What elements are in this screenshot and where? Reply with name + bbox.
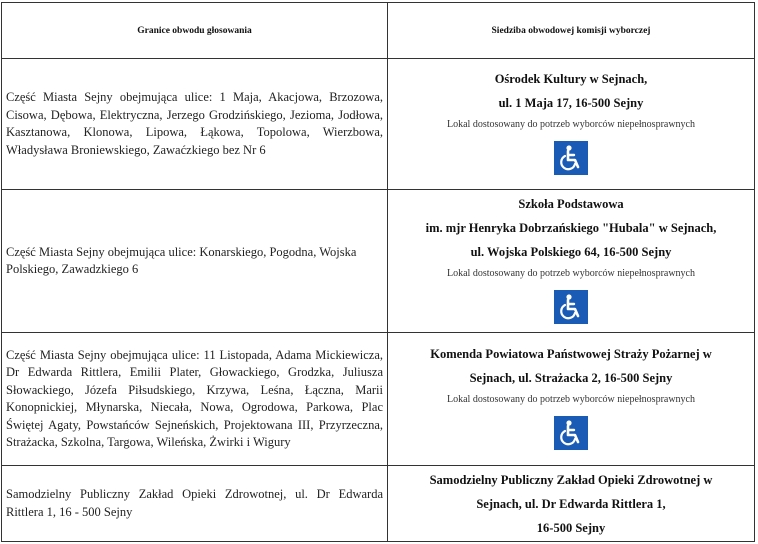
accessibility-note: Lokal dostosowany do potrzeb wyborców niepełnosprawnych bbox=[447, 119, 695, 130]
wheelchair-icon bbox=[554, 416, 588, 450]
seat-line: ul. 1 Maja 17, 16-500 Sejny bbox=[498, 96, 644, 110]
seat-line: 16-500 Sejny bbox=[536, 520, 606, 535]
seat-line: im. mjr Henryka Dobrzańskiego "Hubala" w Sejnach, bbox=[425, 221, 717, 235]
commission-seat bbox=[388, 59, 755, 190]
district-boundaries: Część Miasta Sejny obejmująca ulice: 11 Listopada, Adama Mickiewicza, Dr Edwarda Rittlera, Emilii Plater, Głowackiego, Grodzka, Juliusza Słowackiego, Józefa Piłsudskiego, Krzywa, Leśna, Łączna, Marii Konopnickiej, Młynarska, Niecała, Nowa, Ogrodowa, Parkowa, Plac Świętej Agaty, Powstańców Sejneńskich, Projektowana III, Przyrzeczna, Strażacka, Szkolna, Targowa, Wileńska, Żwirki i Wigury bbox=[2, 333, 388, 466]
seat-line: Sejnach, ul. Dr Edwarda Rittlera 1, bbox=[476, 496, 666, 511]
seat-line: Samodzielny Publiczny Zakład Opieki Zdrowotnej w bbox=[429, 472, 713, 487]
wheelchair-icon bbox=[554, 141, 588, 175]
district-boundaries: Część Miasta Sejny obejmująca ulice: 1 Maja, Akacjowa, Brzozowa, Cisowa, Dębowa, Elektryczna, Jerzego Grodzińskiego, Jezioma, Jodłowa, Kasztanowa, Klonowa, Lipowa, Łąkowa, Topolowa, Wierzbowa, Władysława Broniewskiego, Zawaćzkiego bez Nr 6 bbox=[2, 59, 388, 190]
seat-line: Ośrodek Kultury w Sejnach, bbox=[494, 72, 648, 86]
header-seat: Siedziba obwodowej komisji wyborczej bbox=[388, 3, 755, 59]
wheelchair-icon bbox=[554, 290, 588, 324]
commission-seat bbox=[388, 190, 755, 333]
table-row bbox=[2, 190, 755, 333]
table-header-row bbox=[2, 3, 755, 59]
commission-seat bbox=[388, 466, 755, 542]
accessibility-note: Lokal dostosowany do potrzeb wyborców niepełnosprawnych bbox=[447, 394, 695, 405]
voting-districts-table bbox=[1, 2, 755, 542]
district-boundaries: Część Miasta Sejny obejmująca ulice: Konarskiego, Pogodna, Wojska Polskiego, Zawadzkiego 6 bbox=[2, 190, 388, 333]
commission-seat bbox=[388, 333, 755, 466]
district-boundaries: Samodzielny Publiczny Zakład Opieki Zdrowotnej, ul. Dr Edwarda Rittlera 1, 16 - 500 Sejny bbox=[2, 466, 388, 542]
table-row bbox=[2, 466, 755, 542]
header-boundaries: Granice obwodu głosowania bbox=[2, 3, 388, 59]
table-row bbox=[2, 59, 755, 190]
seat-line: Szkoła Podstawowa bbox=[518, 197, 624, 211]
seat-line: Sejnach, ul. Strażacka 2, 16-500 Sejny bbox=[469, 371, 673, 385]
table-row bbox=[2, 333, 755, 466]
accessibility-note: Lokal dostosowany do potrzeb wyborców niepełnosprawnych bbox=[447, 268, 695, 279]
seat-line: ul. Wojska Polskiego 64, 16-500 Sejny bbox=[470, 245, 672, 259]
seat-line: Komenda Powiatowa Państwowej Straży Pożarnej w bbox=[430, 347, 712, 361]
